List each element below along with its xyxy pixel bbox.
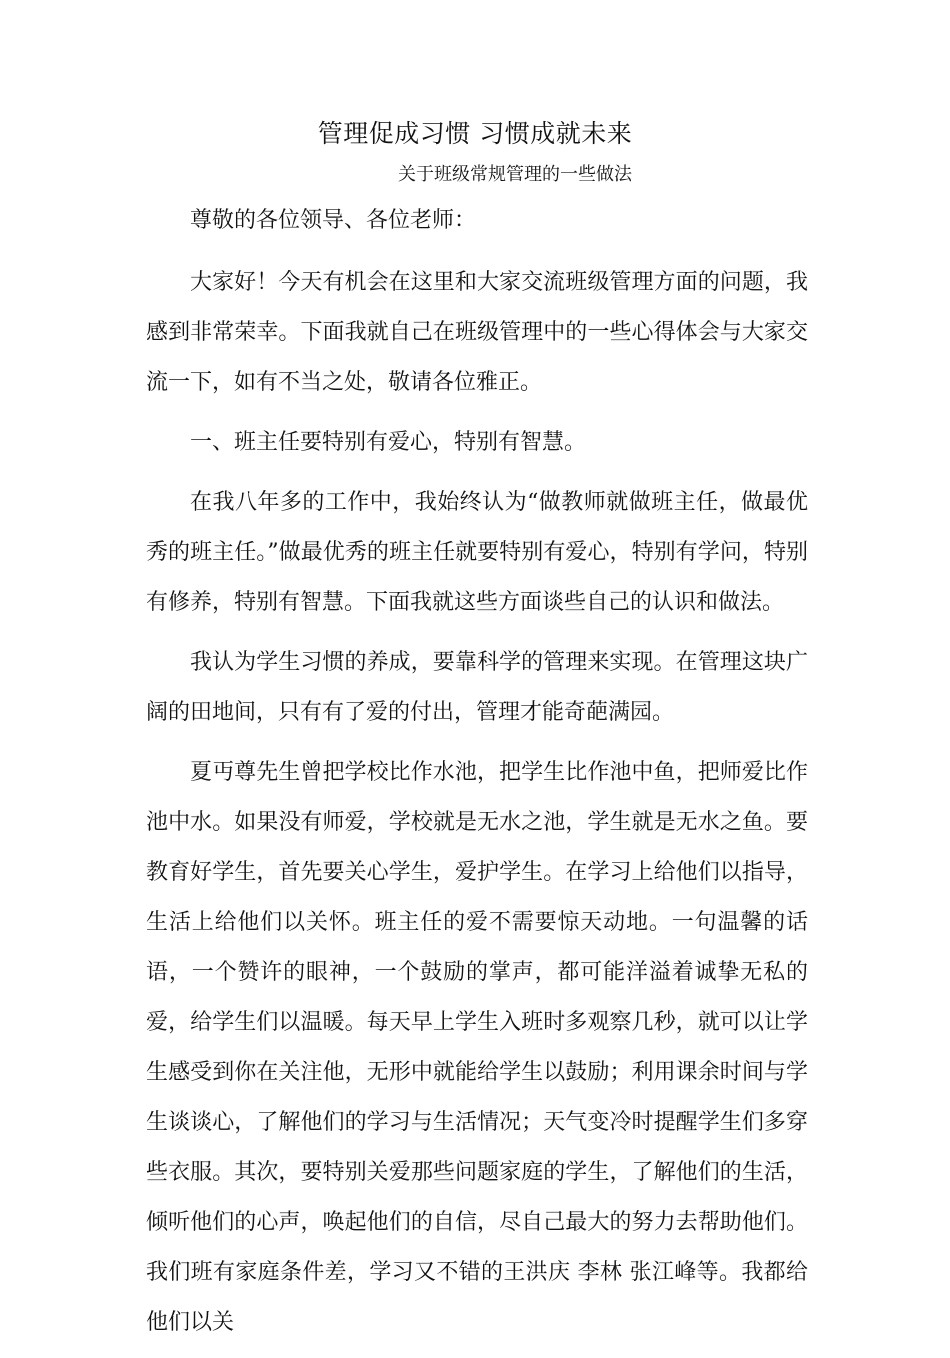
paragraph-habits: 我认为学生习惯的养成，要靠科学的管理来实现。在管理这块广阔的田地间，只有有了爱的付出，管理才能奇葩满园。 (146, 650, 808, 725)
document-title: 管理促成习惯 习惯成就未来 (317, 119, 633, 148)
document-subtitle: 关于班级常规管理的一些做法 (398, 164, 632, 185)
section-heading-1: 一、班主任要特别有爱心，特别有智慧。 (190, 430, 587, 455)
paragraph-teacher-love: 夏丏尊先生曾把学校比作水池，把学生比作池中鱼，把师爱比作池中水。如果没有师爱，学校就是无水之池，学生就是无水之鱼。要教育好学生，首先要关心学生，爱护学生。在学习上给他们以指导，生活上给他们以关怀。班主任的爱不需要惊天动地。一句温馨的话语，一个赞许的眼神，一个鼓励的掌声，都可能洋溢着诚挚无私的爱，给学生们以温暖。每天早上学生入班时多观察几秒，就可以让学生感受到你在关注他，无形中就能给学生以鼓励；利用课余时间与学生谈谈心，了解他们的学习与生活情况；天气变冷时提醒学生们多穿些衣服。其次，要特别关爱那些问题家庭的学生，了解他们的生活，倾听他们的心声，唤起他们的自信，尽自己最大的努力去帮助他们。我们班有家庭条件差，学习又不错的王洪庆 李林 张江峰等。我都给他们以关 (146, 760, 808, 1335)
document-body (146, 196, 808, 1358)
salutation: 尊敬的各位领导、各位老师： (190, 208, 477, 233)
paragraph-belief: 在我八年多的工作中，我始终认为“做教师就做班主任，做最优秀的班主任。”做最优秀的班主任就要特别有爱心，特别有学问，特别有修养，特别有智慧。下面我就这些方面谈些自己的认识和做法。 (146, 490, 808, 615)
paragraph-greeting: 大家好！今天有机会在这里和大家交流班级管理方面的问题，我感到非常荣幸。下面我就自己在班级管理中的一些心得体会与大家交流一下，如有不当之处，敬请各位雅正。 (146, 270, 808, 395)
